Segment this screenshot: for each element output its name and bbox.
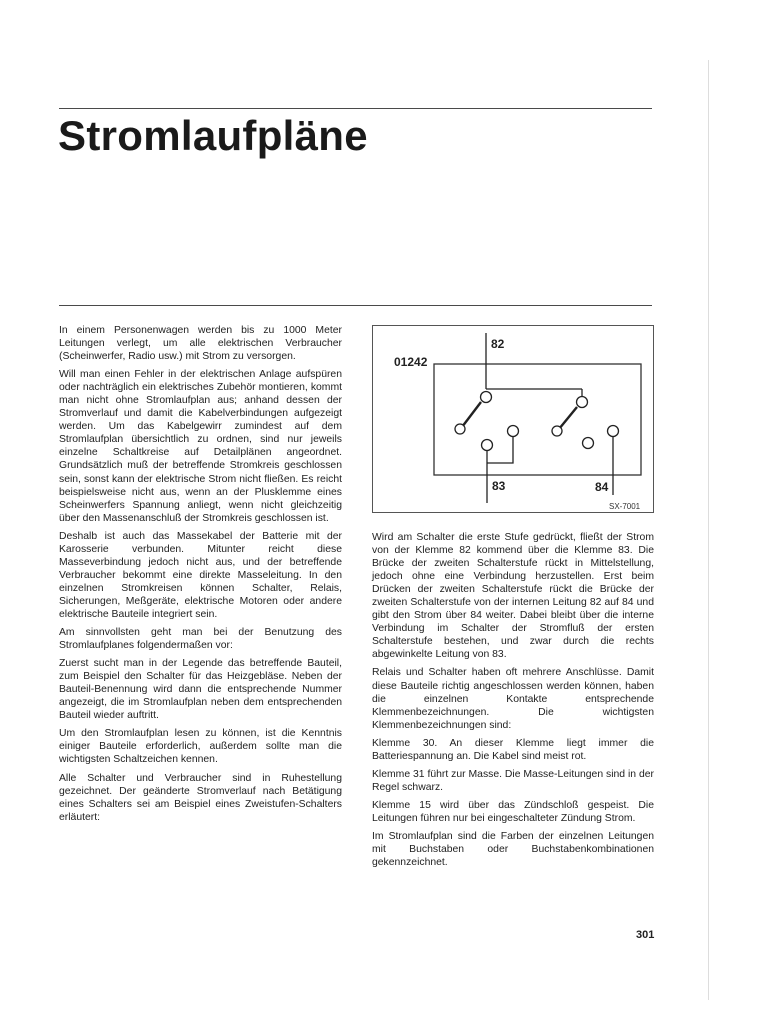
lever-pivot-stage-2 [552, 426, 562, 436]
lever-pivot-stage-1 [455, 424, 465, 434]
top-rule [59, 108, 652, 109]
contact-stage-1-right [508, 426, 519, 437]
paragraph: Am sinnvollsten geht man bei der Benutzung des Stromlaufplanes folgendermaßen vor: [59, 627, 342, 652]
terminal-83-label: 83 [492, 479, 506, 493]
terminal-82-label: 82 [491, 337, 505, 351]
left-text-column [59, 324, 342, 829]
page-number: 301 [636, 929, 655, 941]
paragraph: Klemme 30. An dieser Klemme liegt immer die Batteriespannung an. Die Kabel sind meist rot. [372, 737, 654, 762]
paragraph: Im Stromlaufplan sind die Farben der einzelnen Leitungen mit Buchstaben oder Buchstabenkombinationen gekennzeichnet. [372, 830, 654, 869]
paragraph: Zuerst sucht man in der Legende das betreffende Bauteil, zum Beispiel den Schalter für das Heizgebläse. Neben der Bauteil-Benennung wird dann die entsprechende Nummer angezeigt, die im Stromlaufplan neben dem entsprechenden Bauteil wieder auftritt. [59, 658, 342, 722]
page-edge-shadow [708, 60, 709, 1000]
paragraph: Relais und Schalter haben oft mehrere Anschlüsse. Damit diese Bauteile richtig angeschlossen werden können, haben die einzelnen Kontakte entsprechende Klemmenbezeichnungen. Die wichtigsten Klemmenbezeichnungen sind: [372, 667, 654, 731]
diagram-frame [373, 326, 654, 513]
paragraph: In einem Personenwagen werden bis zu 1000 Meter Leitungen verlegt, um alle elektrischen Verbraucher (Scheinwerfer, Radio usw.) mit Strom zu versorgen. [59, 325, 342, 363]
figure-reference: SX-7001 [609, 502, 641, 511]
switch-lever-stage-2 [559, 407, 577, 429]
contact-82-stage-1 [481, 392, 492, 403]
terminal-84-label: 84 [595, 480, 609, 494]
page-title: Stromlaufpläne [58, 112, 368, 159]
paragraph: Will man einen Fehler in der elektrischen Anlage aufspüren oder nachträglich ein elektrisches Zubehör montieren, kommt man nicht ohne Stromlaufplan aus; anhand dessen der Stromverlauf und damit die Kabelverbindungen aufgezeigt werden. Um das Kabelgewirr zumindest auf dem Stromlaufplan übersichtlich zu ordnen, sind nur jeweils einzelne Schaltkreise auf Detailplänen angeordnet. Grundsätzlich muß der betreffende Stromkreis geschlossen sein, sonst kann der elektrische Strom nicht fließen. Es reicht beispielsweise nicht aus, wenn an der Plusklemme eines Scheinwerfers Spannung anliegt, wenn nicht gleichzeitig über den Massenanschluß der Stromkreis geschlossen ist. [59, 369, 342, 524]
contact-82-stage-2 [577, 397, 588, 408]
contact-stage-2-middle [583, 438, 594, 449]
switch-wiring-diagram [372, 325, 654, 513]
paragraph: Deshalb ist auch das Massekabel der Batterie mit der Karosserie verbunden. Mitunter reicht diese Masseverbindung jedoch nicht aus, und der betreffende Verbraucher bekommt eine direkte Masseleitung. In den einzelnen Stromkreisen können Schalter, Relais, Sicherungen, Meßgeräte, elektrische Motoren oder andere elektrische Bauteile integriert sein. [59, 530, 342, 620]
paragraph: Wird am Schalter die erste Stufe gedrückt, fließt der Strom von der Klemme 82 kommend über die Klemme 83. Die Brücke der zweiten Schalterstufe rückt in Mittelstellung, jedoch ohne eine Verbindung herzustellen. Erst beim Drücken der zweiten Schalterstufe rückt die Brücke der zweiten Schalterstufe von der internen Leitung 82 auf 84 und gibt den Strom über 84 weiter. Dabei bleibt über die interne Verbindung im Schalter der Stromfluß der ersten Schalterstufe bestehen, und zwar durch die rechts abgewinkelte Leitung von 83. [372, 532, 654, 661]
paragraph: Klemme 31 führt zur Masse. Die Masse-Leitungen sind in der Regel schwarz. [372, 768, 654, 793]
section-rule [59, 305, 652, 306]
right-text-column [372, 531, 654, 874]
paragraph: Um den Stromlaufplan lesen zu können, ist die Kenntnis einiger Bauteile erforderlich, außerdem sollte man die wichtigsten Schaltzeichen kennen. [59, 728, 342, 766]
paragraph: Alle Schalter und Verbraucher sind in Ruhestellung gezeichnet. Der geänderte Stromverlauf nach Betätigung eines Schalters sei am Beispiel eines Zweistufen-Schalters erläutert: [59, 772, 342, 823]
two-stage-switch-diagram [372, 325, 654, 513]
switch-lever-stage-1 [462, 402, 481, 427]
paragraph: Klemme 15 wird über das Zündschloß gespeist. Die Leitungen führen nur bei eingeschalteter Zündung Strom. [372, 799, 654, 824]
contact-84 [608, 426, 619, 437]
part-number-label: 01242 [394, 355, 428, 369]
contact-83 [482, 440, 493, 451]
switch-housing [434, 364, 641, 475]
